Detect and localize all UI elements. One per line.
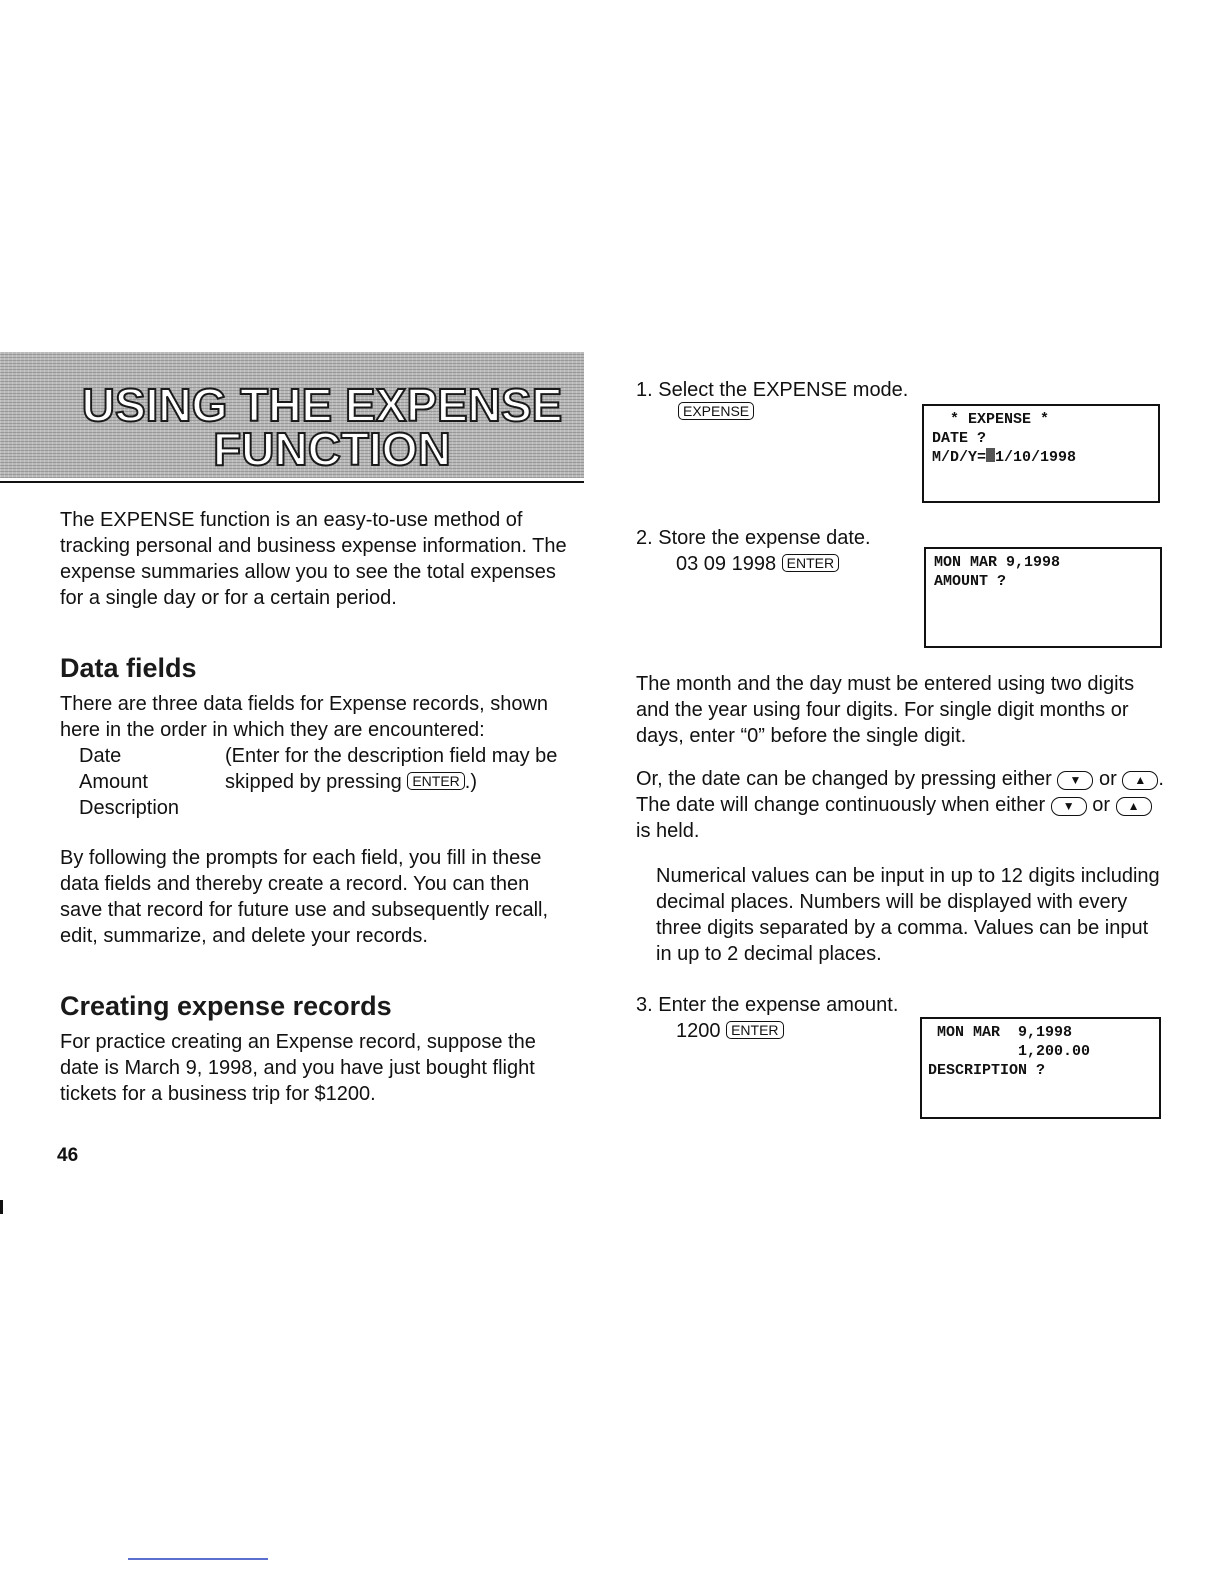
lcd-screen-3 [920,1017,1161,1119]
page-number: 46 [57,1145,79,1166]
lcd-1-line-3 [932,448,1150,467]
creating-heading: Creating expense records [60,991,392,1021]
banner-underline [0,481,584,483]
field-description: Description [79,797,180,819]
scan-line [128,1558,268,1560]
step-3-value: 1200 [676,1020,721,1042]
arrows-text-2: . The date will change continuously when either [636,768,1164,816]
note-post: .) [464,771,478,793]
enter-key-icon: ENTER [782,554,839,572]
lcd-1-value: 1/10/1998 [995,449,1077,466]
field-date: Date [79,745,122,767]
follow-paragraph: By following the prompts for each field, you fill in these data fields and thereby create a record. You can then save that record for future use and subsequently recall, edit, summarize, and delete your records. [60,847,549,947]
down-arrow-key-icon: ▼ [1051,797,1087,816]
step-3-input [676,1018,784,1044]
title-line-2: FUNCTION [213,423,451,475]
data-fields-heading: Data fields [60,653,197,683]
step-3-label: 3. Enter the expense amount. [636,994,899,1016]
field-list [79,743,179,821]
numeric-paragraph: Numerical values can be input in up to 12 digits including decimal places. Numbers will be displayed with every three digits separated by a comma. Values can be input in up to 2 decimal places. [656,865,1160,965]
arrows-paragraph [636,766,1166,844]
data-fields-intro: There are three data fields for Expense records, shown here in the order in which they are encountered: [60,693,549,741]
lcd-1-line-2: DATE ? [932,430,987,447]
arrows-or-1: or [1098,768,1117,790]
step-2-value: 03 09 1998 [676,553,777,575]
step-2-input [676,551,839,577]
step-1-label: 1. Select the EXPENSE mode. [636,379,909,401]
arrows-text-3: is held. [636,820,700,842]
creating-paragraph: For practice creating an Expense record, suppose the date is March 9, 1998, and you have just bought flight tickets for a business trip for $1200. [60,1031,536,1105]
note-pre: skipped by pressing [225,771,402,793]
scan-mark [0,1200,3,1214]
down-arrow-key-icon: ▼ [1057,771,1093,790]
expense-key-icon: EXPENSE [678,402,754,420]
lcd-2-line-2: AMOUNT ? [934,573,1007,590]
note-line-1: (Enter for the description field may be [225,745,558,767]
field-note [225,743,585,795]
lcd-1-line-1: * EXPENSE * [932,411,1050,428]
title-banner [0,352,584,478]
intro-paragraph: The EXPENSE function is an easy-to-use method of tracking personal and business expense information. The expense summaries allow you to see the total expenses for a single day or for a certain period. [60,509,567,609]
up-arrow-key-icon: ▲ [1122,771,1158,790]
enter-key-icon: ENTER [407,772,464,790]
cursor-icon [986,448,995,462]
lcd-1-prompt: M/D/Y= [932,449,987,466]
enter-key-icon: ENTER [726,1021,783,1039]
lcd-screen-2 [924,547,1162,648]
up-arrow-key-icon: ▲ [1116,797,1152,816]
title-line-1: USING THE EXPENSE [81,379,563,431]
lcd-3-line-3: DESCRIPTION ? [928,1062,1046,1079]
arrows-text-1: Or, the date can be changed by pressing either [636,768,1052,790]
lcd-3-line-2: 1,200.00 [928,1043,1091,1060]
note-line-2 [225,769,585,795]
arrows-or-2: or [1092,794,1111,816]
lcd-screen-1 [922,404,1160,503]
step-2-label: 2. Store the expense date. [636,527,871,549]
digits-paragraph: The month and the day must be entered using two digits and the year using four digits. For single digit months or days, enter “0” before the single digit. [636,673,1135,747]
lcd-2-line-1: MON MAR 9,1998 [934,554,1061,571]
step-1-input [678,402,754,423]
field-amount: Amount [79,771,148,793]
lcd-3-line-1: MON MAR 9,1998 [928,1024,1073,1041]
